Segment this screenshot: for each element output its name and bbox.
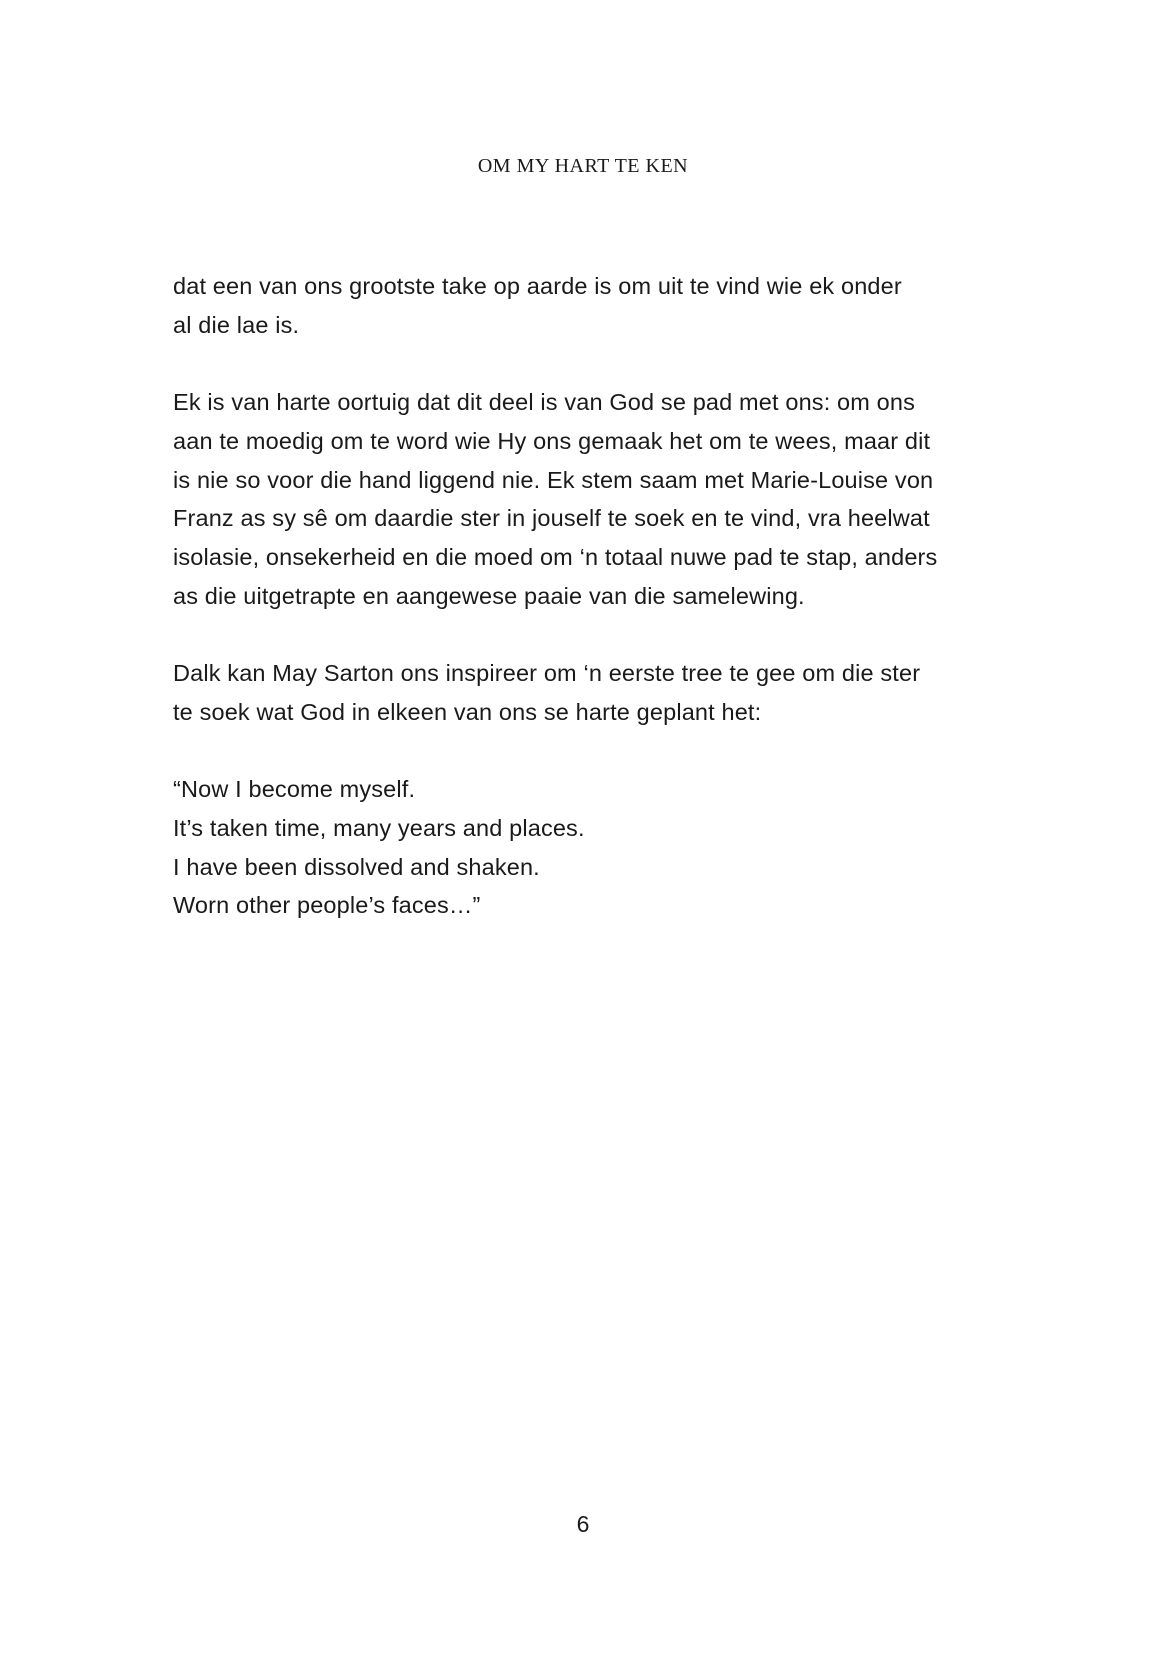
poem-line: Worn other people’s faces…”: [173, 892, 481, 919]
page-number: 6: [576, 1511, 590, 1537]
poem-line: It’s taken time, many years and places.: [173, 814, 585, 841]
body-text: [173, 267, 998, 925]
text-line: dat een van ons grootste take op aarde is om uit te vind wie ek onder: [173, 273, 902, 299]
paragraph: [173, 267, 998, 344]
poem-quote: [173, 770, 998, 925]
text-line: isolasie, onsekerheid en die moed om ‘n totaal nuwe pad te stap, anders: [173, 543, 938, 570]
paragraph: [173, 654, 998, 731]
paragraph: [173, 383, 998, 615]
text-line: Dalk kan May Sarton ons inspireer om ‘n eerste tree te gee om die ster: [173, 660, 921, 686]
text-line: Ek is van harte oortuig dat dit deel is van God se pad met ons: om ons: [173, 389, 916, 416]
text-line: Franz as sy sê om daardie ster in jouself te soek en te vind, vra heelwat: [173, 505, 930, 532]
text-line: te soek wat God in elkeen van ons se harte geplant het:: [173, 698, 762, 725]
text-line: al die lae is.: [173, 311, 300, 338]
poem-line: “Now I become myself.: [173, 776, 416, 803]
text-line: as die uitgetrapte en aangewese paaie van die samelewing.: [173, 582, 805, 609]
text-line: is nie so voor die hand liggend nie. Ek stem saam met Marie-Louise von: [173, 466, 934, 493]
running-header: OM MY HART TE KEN: [477, 155, 689, 177]
text-line: aan te moedig om te word wie Hy ons gemaak het om te wees, maar dit: [173, 427, 931, 454]
poem-line: I have been dissolved and shaken.: [173, 853, 540, 880]
